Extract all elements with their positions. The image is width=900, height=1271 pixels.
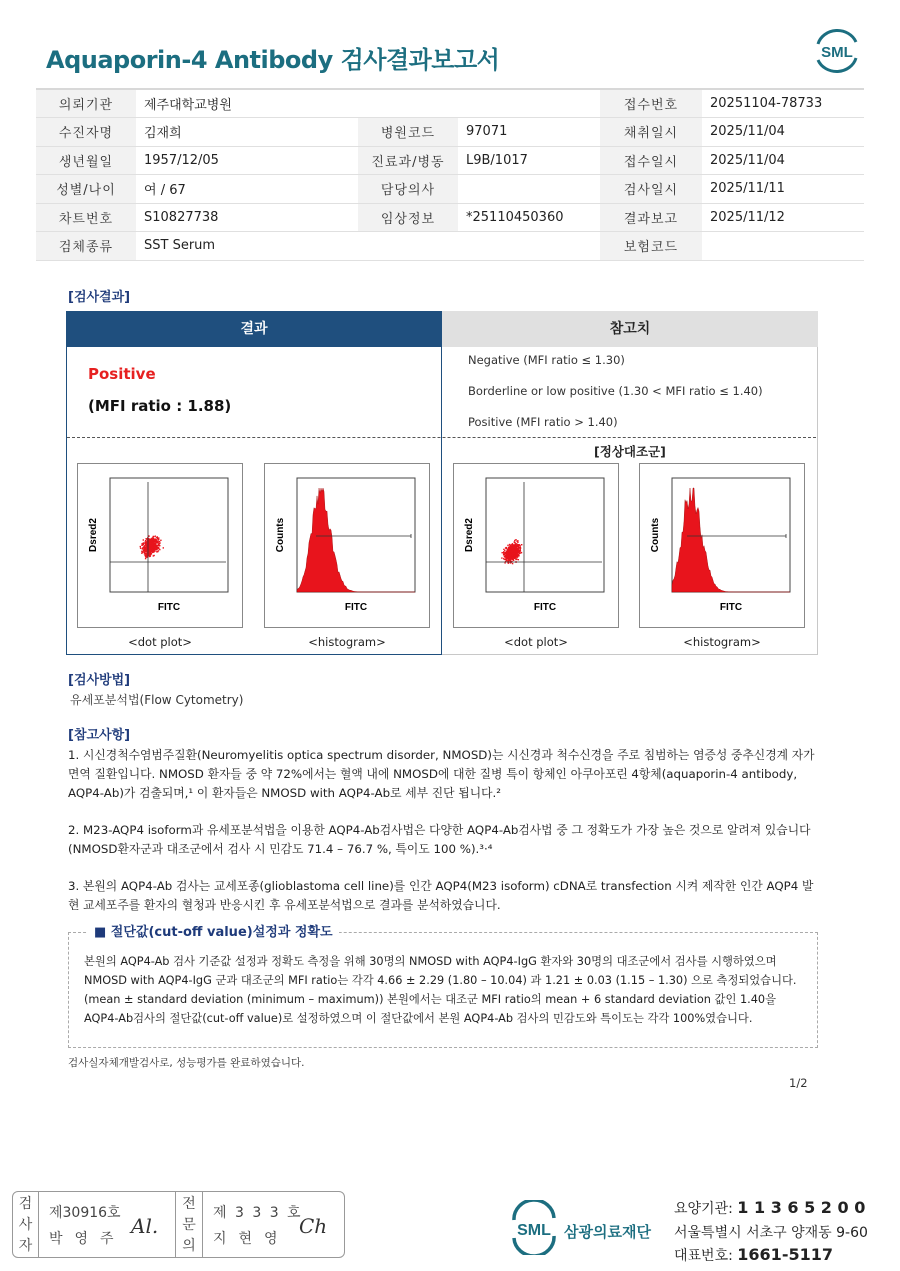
info-value: 2025/11/04 [702, 118, 864, 147]
info-row [36, 232, 864, 261]
plot-x-label: FITC [719, 602, 743, 613]
page-number: 1/2 [789, 1076, 808, 1090]
info-label: 결과보고 [600, 203, 702, 232]
signer-role [13, 1192, 39, 1257]
info-row [36, 146, 864, 175]
info-label: 보험코드 [600, 232, 702, 261]
dot-plot-caption: <dot plot> [504, 635, 568, 649]
info-value: 여 / 67 [136, 175, 358, 204]
validation-note: 검사실자체개발검사로, 성능평가를 완료하였습니다. [68, 1057, 305, 1069]
phone-number: 대표번호: 1661-5117 [674, 1245, 833, 1264]
note-item: 1. 시신경척수염범주질환(Neuromyelitis optica spectrum disorder, NMOSD)는 시신경과 척수신경을 주로 침범하는 염증성 중추신경계 자가면역 질환입니다. NMOSD 환자들 중 약 72%에서는 혈액 내에 NMOSD에 대한 질병 특이 항체인 아쿠아포린 4항체(aquaporin-4 antibody, AQP4-Ab)가 검출되며,¹ 이 환자들은 NMOSD with AQP4-Ab로 세부 진단 됩니다.² [68, 748, 815, 800]
mfi-ratio-value: (MFI ratio : 1.88) [88, 397, 232, 415]
control-dot-plot [453, 463, 619, 628]
result-status: Positive [88, 365, 156, 383]
info-value: 제주대학교병원 [136, 89, 358, 118]
patient-info-table [36, 88, 864, 261]
info-label: 의뢰기관 [36, 89, 136, 118]
info-value: 2025/11/04 [702, 146, 864, 175]
signature-box [12, 1191, 345, 1258]
notes-list [68, 746, 824, 933]
info-label: 채취일시 [600, 118, 702, 147]
info-value: *25110450360 [458, 203, 600, 232]
report-title: Aquaporin-4 Antibody 검사결과보고서 [46, 46, 500, 74]
info-label [358, 232, 458, 261]
info-row [36, 89, 864, 118]
result-column-header: 결과 [66, 311, 442, 347]
signer-license-number: 제30916호 [49, 1205, 121, 1221]
plot-axes [486, 478, 604, 592]
info-value: SST Serum [136, 232, 358, 261]
info-value: 김재희 [136, 118, 358, 147]
info-value: 2025/11/11 [702, 175, 864, 204]
plot-y-label: Dsred2 [464, 518, 475, 552]
notes-section-title: [참고사항] [68, 728, 131, 743]
plot-x-label: FITC [344, 602, 368, 613]
handwritten-signature: Al. [131, 1214, 159, 1238]
result-table [66, 311, 818, 655]
patient-dot-plot [77, 463, 243, 628]
sml-footer-logo [510, 1200, 558, 1255]
info-value [702, 232, 864, 261]
histogram-caption: <histogram> [683, 635, 761, 649]
dashed-divider [67, 437, 816, 438]
reference-borderline: Borderline or low positive (1.30 < MFI ratio ≤ 1.40) [468, 384, 763, 398]
info-value: L9B/1017 [458, 146, 600, 175]
info-label [358, 89, 458, 118]
info-value: S10827738 [136, 203, 358, 232]
signer-role-text: 검사자 [18, 1196, 33, 1254]
info-value: 2025/11/12 [702, 203, 864, 232]
reference-negative: Negative (MFI ratio ≤ 1.30) [468, 353, 625, 367]
info-row [36, 175, 864, 204]
signer-role-text: 전문의 [182, 1196, 196, 1254]
info-label: 담당의사 [358, 175, 458, 204]
info-value [458, 175, 600, 204]
note-item: 2. M23-AQP4 isoform과 유세포분석법을 이용한 AQP4-Ab검사법은 다양한 AQP4-Ab검사법 중 그 정확도가 가장 높은 것으로 알려져 있습니다(NMOSD환자군과 대조군에서 검사 시 민감도 71.4 – 76.7 %, 특이도 100 %).³·⁴ [68, 823, 811, 856]
sml-logo [812, 28, 862, 74]
cutoff-text: 본원의 AQP4-Ab 검사 기준값 설정과 정확도 측정을 위해 30명의 NMOSD with AQP4-IgG 환자와 30명의 대조군에서 검사를 시행하였으며 NMOSD with AQP4-IgG 군과 대조군의 MFI ratio는 각각 4.66 ± 2.29 (1.80 – 10.04) 과 1.21 ± 0.03 (1.15 – 1.30) 으로 측정되었습니다. (mean ± standard deviation (minimum – maximum)) 본원에서는 대조군 MFI ratio의 mean + 6 standard deviation 값인 1.40을 AQP4-Ab검사의 절단값(cut-off value)로 설정하였으며 이 절단값에서 본원 AQP4-Ab 검사의 민감도와 특이도는 각각 100%였습니다. [84, 955, 797, 1025]
dot-cloud [501, 539, 522, 564]
dot-cloud [140, 535, 164, 559]
plot-y-label: Dsred2 [88, 518, 99, 552]
info-label: 병원코드 [358, 118, 458, 147]
histogram-curve [672, 488, 790, 592]
info-row [36, 203, 864, 232]
address: 서울특별시 서초구 양재동 9-60 [674, 1225, 868, 1241]
signer-license-number: 제 3 3 3 호 [213, 1205, 303, 1221]
result-section-title: [검사결과] [68, 290, 131, 305]
histogram-caption: <histogram> [308, 635, 386, 649]
plot-y-label: Counts [650, 517, 661, 553]
control-histogram [639, 463, 805, 628]
plot-x-label: FITC [157, 602, 181, 613]
info-label: 생년월일 [36, 146, 136, 175]
info-value [458, 89, 600, 118]
signer-name: 박영주 [49, 1231, 126, 1247]
signer-role [175, 1192, 203, 1257]
handwritten-signature: Ch [299, 1214, 328, 1238]
info-label: 차트번호 [36, 203, 136, 232]
info-value: 97071 [458, 118, 600, 147]
info-label: 성별/나이 [36, 175, 136, 204]
info-label: 접수일시 [600, 146, 702, 175]
info-label: 검사일시 [600, 175, 702, 204]
care-institution-number: 요양기관: 1 1 3 6 5 2 0 0 [674, 1198, 866, 1217]
histogram-curve [297, 488, 415, 592]
info-label: 임상정보 [358, 203, 458, 232]
normal-control-label: [정상대조군] [594, 444, 666, 459]
method-text: 유세포분석법(Flow Cytometry) [70, 693, 244, 707]
info-row [36, 118, 864, 147]
info-value [458, 232, 600, 261]
dot-plot-caption: <dot plot> [128, 635, 192, 649]
plot-y-label: Counts [275, 517, 286, 553]
method-section-title: [검사방법] [68, 673, 131, 688]
foundation-name: 삼광의료재단 [564, 1223, 651, 1241]
reference-positive: Positive (MFI ratio > 1.40) [468, 415, 618, 429]
svg-text:SML: SML [821, 44, 853, 61]
info-value: 1957/12/05 [136, 146, 358, 175]
plot-axes [110, 478, 228, 592]
plot-x-label: FITC [533, 602, 557, 613]
reference-column-header: 참고치 [442, 311, 818, 347]
svg-text:SML: SML [517, 1222, 551, 1239]
info-label: 접수번호 [600, 89, 702, 118]
cutoff-title: ■ 절단값(cut-off value)설정과 정확도 [88, 921, 339, 940]
info-label: 검체종류 [36, 232, 136, 261]
info-label: 수진자명 [36, 118, 136, 147]
info-label: 진료과/병동 [358, 146, 458, 175]
patient-histogram [264, 463, 430, 628]
note-item: 3. 본원의 AQP4-Ab 검사는 교세포종(glioblastoma cell line)를 인간 AQP4(M23 isoform) cDNA로 transfection 시켜 제작한 인간 AQP4 발현 교세포주를 환자의 혈청과 반응시킨 후 유세포분석법으로 결과를 분석하였습니다. [68, 879, 814, 912]
signer-name: 지현영 [213, 1231, 290, 1247]
info-value: 20251104-78733 [702, 89, 864, 118]
